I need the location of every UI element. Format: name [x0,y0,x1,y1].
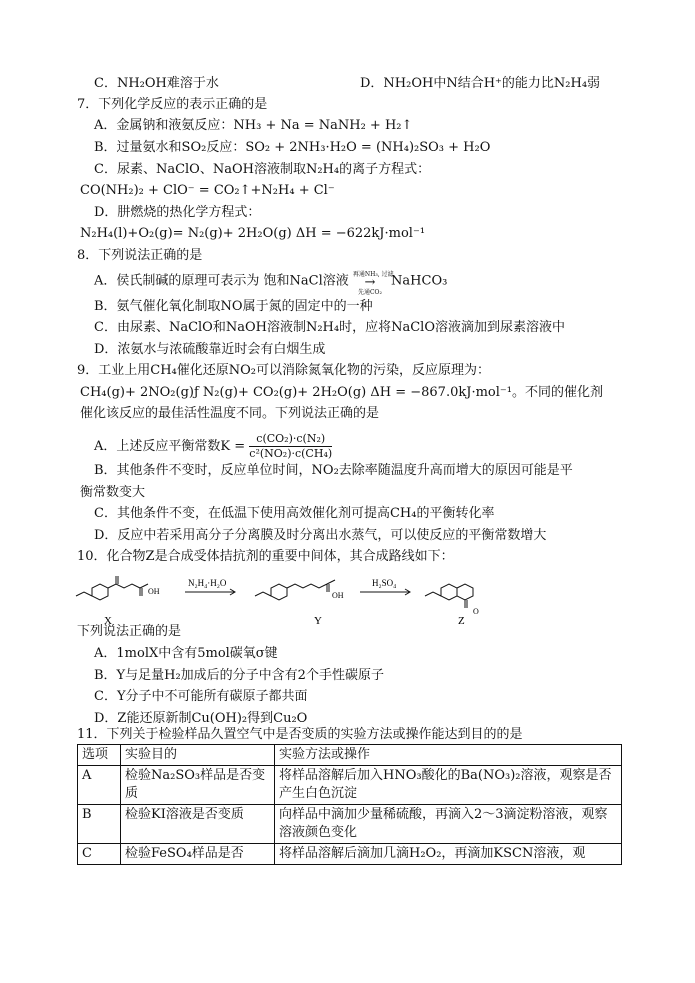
q10-stem: 10．化合物Z是合成受体拮抗剂的重要中间体，其合成路线如下： [77,549,454,564]
arrow-top-label: 再通NH₃, 过滤 [352,271,394,278]
fraction-numerator: c(CO₂)·c(N₂) [249,432,332,447]
reaction-arrow [352,271,394,296]
scheme-reagent-2: H₂SO₄ [372,578,397,588]
q9-option-c: C．其他条件不变，在低温下使用高效催化剂可提高CH₄的平衡转化率 [94,506,495,521]
q7-option-c: C．尿素、NaClO、NaOH溶液制取N₂H₄的离子方程式： [94,162,431,177]
q6-option-c: C．NH₂OH难溶于水 [94,76,219,91]
q10-option-b: B．Y与足量H₂加成后的分子中含有2个手性碳原子 [94,668,384,683]
arrow-icon: → [364,275,376,290]
q9-equation: CH₄(g)+ 2NO₂(g)ƒ N₂(g)+ CO₂(g)+ 2H₂O(g) ΔH = −867.0kJ·mol⁻¹。不同的催化剂 [80,385,603,400]
q8a-text: A．侯氏制碱的原理可表示为 饱和NaCl溶液 [94,273,349,289]
q10-option-c: C．Y分子中不可能所有碳原子都共面 [94,689,308,704]
table-row [78,805,622,844]
row-a-method: 将样品溶解后加入HNO₃酸化的Ba(NO₃)₂溶液，观察是否产生白色沉淀 [275,766,622,805]
q10-option-d: D．Z能还原新制Cu(OH)₂得到Cu₂O [94,711,308,726]
header-option: 选项 [78,745,121,766]
row-c-option: C [78,844,121,865]
scheme-oh-x: OH [148,587,160,596]
q7-option-d-eq: N₂H₄(l)+O₂(g)= N₂(g)+ 2H₂O(g) ΔH = −622kJ·mol⁻¹ [80,226,426,241]
row-b-purpose: 检验KI溶液是否变质 [121,805,275,844]
row-a-purpose: 检验Na₂SO₃样品是否变质 [121,766,275,805]
row-b-method: 向样品中滴加少量稀硫酸，再滴入2～3滴淀粉溶液，观察溶液颜色变化 [275,805,622,844]
q8a-product: NaHCO₃ [391,273,448,289]
q9-option-b-cont: 衡常数变大 [80,485,146,500]
q8-option-b: B．氨气催化氧化制取NO属于氮的固定中的一种 [94,299,373,314]
scheme-o-z: O [473,607,479,616]
scheme-z-label: Z [458,615,465,627]
fraction-denominator: c²(NO₂)·c(CH₄) [249,447,333,460]
q7-option-d: D．肼燃烧的热化学方程式： [94,205,261,220]
q9-option-b: B．其他条件不变时，反应单位时间，NO₂去除率随温度升高而增大的原因可能是平 [94,463,573,478]
row-c-purpose: 检验FeSO₄样品是否 [121,844,275,865]
q9a-text: A．上述反应平衡常数K = [94,439,246,454]
table-row [78,766,622,805]
table-row [78,844,622,865]
q11-stem: 11．下列关于检验样品久置空气中是否变质的实验方法或操作能达到目的的是 [77,727,523,742]
row-c-method: 将样品溶解后滴加几滴H₂O₂，再滴加KSCN溶液，观 [275,844,622,865]
scheme-y-label: Y [314,615,322,627]
experiment-table [77,744,622,865]
row-a-option: A [78,766,121,805]
q7-option-b: B．过量氨水和SO₂反应：SO₂ + 2NH₃·H₂O = (NH₄)₂SO₃ + H₂O [94,140,491,155]
synthesis-scheme [70,566,630,628]
header-purpose: 实验目的 [121,745,275,766]
table-header [78,745,622,766]
q6-option-d: D．NH₂OH中N结合H⁺的能力比N₂H₄弱 [360,76,601,91]
q9-stem: 9．工业上用CH₄催化还原NO₂可以消除氮氧化物的污染，反应原理为： [77,363,491,378]
q9-option-a [94,432,332,461]
equilibrium-fraction [249,432,332,461]
q10-option-a: A．1molX中含有5mol碳氧σ键 [94,646,278,661]
q8-option-c: C．由尿素、NaClO和NaOH溶液制N₂H₄时，应将NaClO溶液滴加到尿素溶液中 [94,320,565,335]
q8-stem: 8．下列说法正确的是 [77,248,203,263]
q9-stem-cont: 催化该反应的最佳活性温度不同。下列说法正确的是 [80,406,380,421]
q7-stem: 7．下列化学反应的表示正确的是 [77,97,268,112]
q10-substem: 下列说法正确的是 [77,624,182,639]
q9-option-d: D．反应中若采用高分子分离膜及时分离出水蒸气，可以使反应的平衡常数增大 [94,528,547,543]
arrow-bottom-label: 先通CO₂ [357,289,382,296]
q7-option-a: A．金属钠和液氨反应：NH₃ + Na = NaNH₂ + H₂↑ [94,118,413,133]
scheme-oh-y: OH [332,591,344,600]
row-b-option: B [78,805,121,844]
q8-option-d: D．浓氨水与浓硫酸靠近时会有白烟生成 [94,342,326,357]
q7-option-c-eq: CO(NH₂)₂ + ClO⁻ = CO₂↑+N₂H₄ + Cl⁻ [80,183,335,198]
q8-option-a [94,271,448,296]
scheme-x-label: X [104,615,112,627]
header-method: 实验方法或操作 [275,745,622,766]
scheme-reagent-1: N₂H₄·H₂O [188,578,227,588]
